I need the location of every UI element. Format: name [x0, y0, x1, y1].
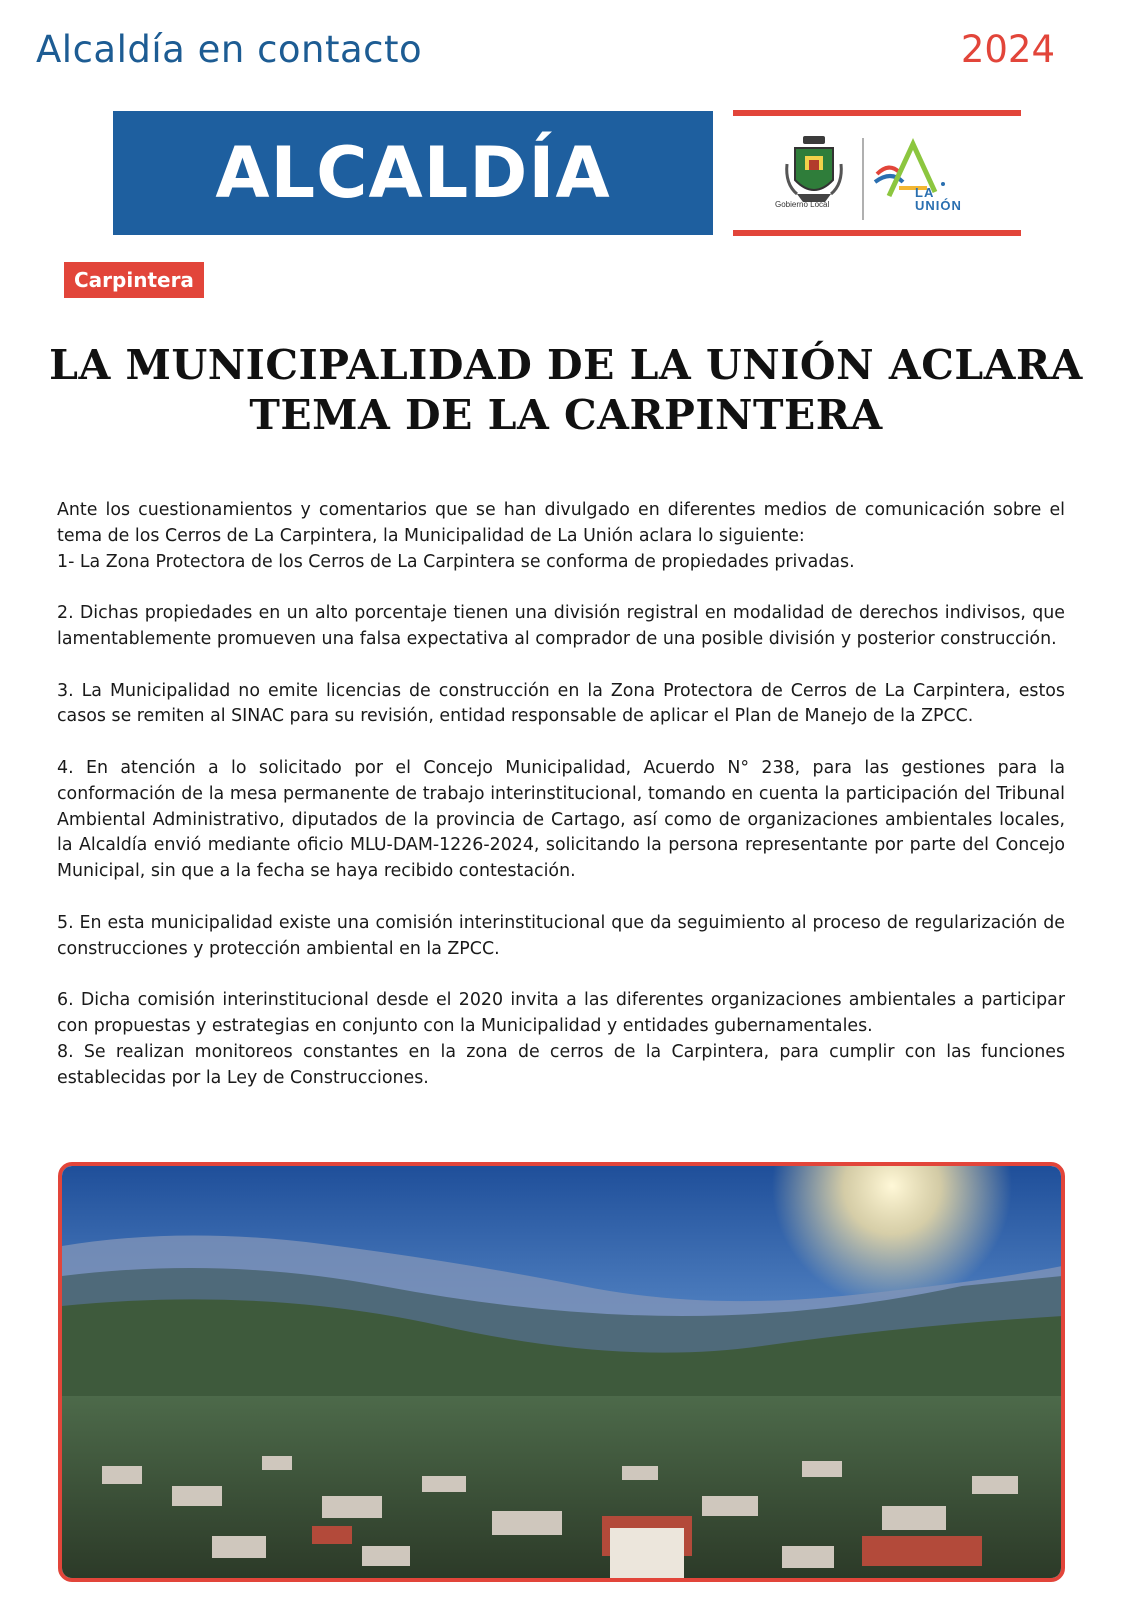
- crest-caption: Gobierno Local: [775, 200, 830, 209]
- paragraph-5: 5. En esta municipalidad existe una comisión interinstitucional que da seguimiento al proceso de regularización de construcciones y protección ambiental en la ZPCC.: [57, 912, 1065, 959]
- paragraph-8: 8. Se realizan monitoreos constantes en la zona de cerros de la Carpintera, para cumplir con las funciones establecidas por la Ley de Construcciones.: [57, 1041, 1065, 1088]
- logo-divider: [862, 138, 864, 220]
- la-union-wordmark: [915, 186, 962, 212]
- paragraph-2: 2. Dichas propiedades en un alto porcentaje tienen una división registral en modalidad de derechos indivisos, que lamentablemente promueven una falsa expectativa al comprador de una posible división y posterior construcción.: [57, 603, 1065, 649]
- alcaldia-banner: [113, 111, 713, 235]
- section-tag: Carpintera: [64, 262, 204, 298]
- publication-year: 2024: [960, 28, 1055, 71]
- paragraph-intro: Ante los cuestionamientos y comentarios que se han divulgado en diferentes medios de comunicación sobre el tema de los Cerros de La Carpintera, la Municipalidad de La Unión aclara lo siguiente:: [57, 500, 1065, 546]
- logo-panel: [733, 110, 1021, 236]
- publication-title: Alcaldía en contacto: [36, 28, 423, 71]
- paragraph-3: 3. La Municipalidad no emite licencias de construcción en la Zona Protectora de Cerros de La Carpintera, estos casos se remiten al SINAC para su revisión, entidad responsable de aplicar el Plan de Manejo de la ZPCC.: [57, 680, 1065, 727]
- paragraph-1: 1- La Zona Protectora de los Cerros de La Carpintera se conforma de propiedades privadas.: [57, 551, 855, 572]
- landscape-illustration: [62, 1166, 1062, 1578]
- brand-line-2: UNIÓN: [915, 198, 962, 213]
- paragraph-6: 6. Dicha comisión interinstitucional desde el 2020 invita a las diferentes organizaciones ambientales a participar con propuestas y estrategias en conjunto con la Municipalidad y entidades gubernamentales.: [57, 990, 1065, 1036]
- landscape-photo: [58, 1162, 1065, 1582]
- paragraph-4: 4. En atención a lo solicitado por el Concejo Municipalidad, Acuerdo N° 238, para las gestiones para la conformación de la mesa permanente de trabajo interinstitucional, tomando en cuenta la participación del Tribunal Ambiental Administrativo, diputados de la provincia de Cartago, así como de organizaciones ambientales locales, la Alcaldía envió mediante oficio MLU-DAM-1226-2024, solicitando la persona representante por parte del Concejo Municipal, sin que a la fecha se haya recibido contestación.: [57, 757, 1065, 882]
- headline-line-1: LA MUNICIPALIDAD DE LA UNIÓN ACLARA: [49, 341, 1083, 389]
- brand-line-1: LA: [915, 185, 935, 200]
- banner-title: ALCALDÍA: [215, 132, 611, 214]
- headline-line-2: TEMA DE LA CARPINTERA: [249, 391, 883, 439]
- article-body: [57, 498, 1065, 1091]
- headline: [40, 340, 1092, 440]
